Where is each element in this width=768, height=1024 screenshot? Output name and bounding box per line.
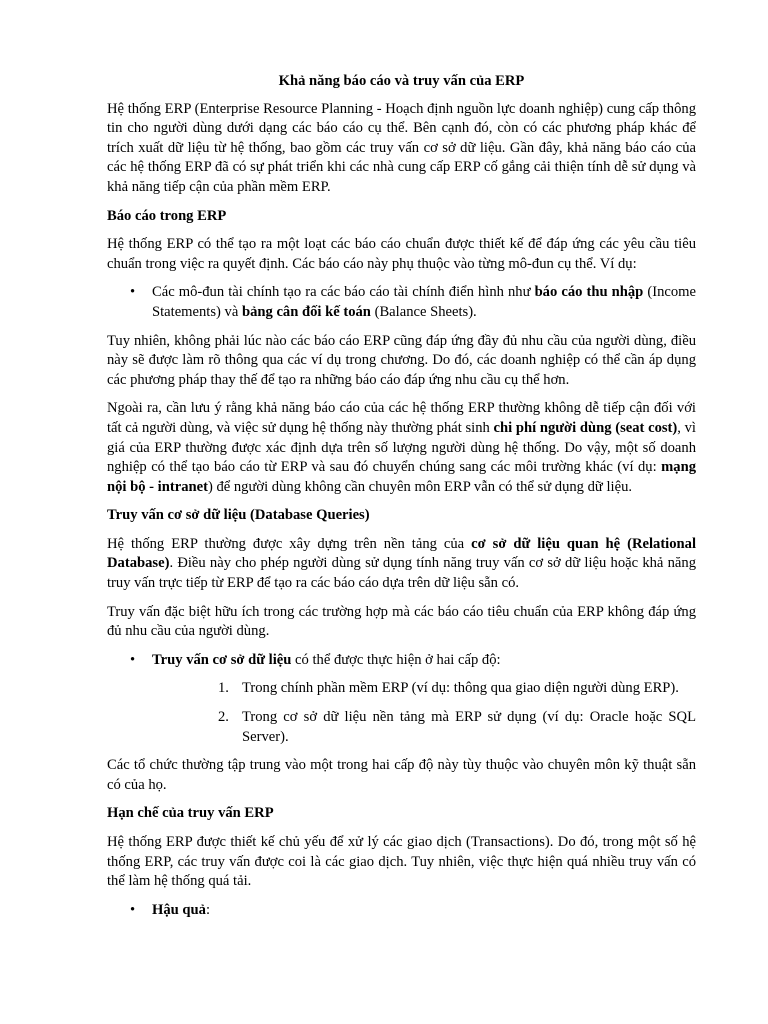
bullet-icon: • bbox=[130, 284, 136, 301]
list-number: 1. bbox=[218, 680, 229, 697]
text-run: Hệ thống ERP thường được xây dựng trên nền tảng của bbox=[107, 535, 472, 552]
section-heading-limitations: Hạn chế của truy vấn ERP bbox=[107, 805, 274, 822]
text-run: (Income Statements) và bbox=[152, 284, 696, 320]
bullet-icon: • bbox=[130, 901, 136, 918]
limitations-bullet-item bbox=[107, 901, 696, 921]
text-run: ) để người dùng không cần chuyên môn ERP vẫn có thể sử dụng dữ liệu. bbox=[207, 478, 633, 495]
list-item bbox=[152, 708, 696, 747]
queries-paragraph-1 bbox=[107, 535, 696, 594]
bold-term-income-statement: báo cáo thu nhập bbox=[534, 284, 644, 301]
queries-bullet-item bbox=[107, 651, 696, 747]
bold-term-intranet: mạng nội bộ - intranet bbox=[107, 459, 696, 495]
limitations-bullet-list bbox=[107, 901, 696, 921]
bullet-icon: • bbox=[130, 651, 136, 668]
list-number: 2. bbox=[218, 709, 229, 726]
reports-bullet-list bbox=[107, 283, 696, 322]
queries-bullet-list bbox=[107, 651, 696, 747]
text-run: Các mô-đun tài chính tạo ra các báo cáo tài chính điển hình như bbox=[152, 284, 535, 301]
limitations-paragraph-1: Hệ thống ERP được thiết kế chủ yếu để xử lý các giao dịch (Transactions). Do đó, trong một số hệ thống ERP, các truy vấn được coi là các giao dịch. Tuy nhiên, việc thực hiện quá nhiều truy vấn có thể làm hệ thống quá tải. bbox=[107, 834, 696, 890]
text-run: : bbox=[205, 901, 211, 918]
list-item-text: Trong chính phần mềm ERP (ví dụ: thông qua giao diện người dùng ERP). bbox=[242, 680, 679, 697]
document-title: Khả năng báo cáo và truy vấn của ERP bbox=[278, 73, 525, 89]
reports-paragraph-1: Hệ thống ERP có thể tạo ra một loạt các báo cáo chuẩn được thiết kế để đáp ứng các yêu cầu tiêu chuẩn trong việc ra quyết định. Các báo cáo này phụ thuộc vào từng mô-đun cụ thể. Ví dụ: bbox=[107, 236, 696, 272]
queries-paragraph-3: Các tổ chức thường tập trung vào một trong hai cấp độ này tùy thuộc vào chuyên môn kỹ thuật sẵn có của họ. bbox=[107, 757, 696, 793]
bold-term-database-queries: Truy vấn cơ sở dữ liệu bbox=[152, 651, 292, 668]
section-heading-reports: Báo cáo trong ERP bbox=[107, 207, 227, 224]
queries-paragraph-2: Truy vấn đặc biệt hữu ích trong các trường hợp mà các báo cáo tiêu chuẩn của ERP không đáp ứng đủ nhu cầu của người dùng. bbox=[107, 603, 696, 640]
list-item bbox=[152, 679, 696, 699]
query-levels-list bbox=[152, 679, 696, 747]
text-run: có thể được thực hiện ở hai cấp độ: bbox=[291, 651, 501, 668]
intro-paragraph: Hệ thống ERP (Enterprise Resource Planning - Hoạch định nguồn lực doanh nghiệp) cung cấp thông tin cho người dùng dưới dạng các báo cáo cụ thể. Bên cạnh đó, còn có các phương pháp khác để trích xuất dữ liệu từ hệ thống, bao gồm các truy vấn cơ sở dữ liệu. Gần đây, khả năng báo cáo của các hệ thống ERP đã có sự phát triển khi các nhà cung cấp ERP cố gắng cải thiện tính dễ sử dụng và khả năng tiếp cận của phần mềm ERP. bbox=[107, 100, 696, 195]
text-run: , vì giá của ERP thường được xác định dựa trên số lượng người dùng hệ thống. Do vậy, một số doanh nghiệp có thể tạo báo cáo từ ERP và sau đó chuyển chúng sang các môi trường khác (ví dụ: bbox=[107, 419, 696, 476]
text-run: Ngoài ra, cần lưu ý rằng khả năng báo cáo của các hệ thống ERP thường không dễ tiếp cận đối với tất cả người dùng, và việc sử dụng hệ thống này thường phát sinh bbox=[107, 400, 696, 436]
bold-term-relational-database: cơ sở dữ liệu quan hệ (Relational Database) bbox=[107, 535, 696, 572]
text-run: . Điều này cho phép người dùng sử dụng tính năng truy vấn cơ sở dữ liệu hoặc khả năng truy vấn trực tiếp từ ERP để tạo ra các báo cáo dựa trên dữ liệu sẵn có. bbox=[107, 555, 696, 592]
list-item-text: Trong cơ sở dữ liệu nền tảng mà ERP sử dụng (ví dụ: Oracle hoặc SQL Server). bbox=[242, 709, 696, 745]
bold-term-consequences: Hậu quả bbox=[152, 901, 206, 918]
reports-paragraph-2: Tuy nhiên, không phải lúc nào các báo cáo ERP cũng đáp ứng đầy đủ nhu cầu của người dùng, điều này sẽ được làm rõ thông qua các ví dụ trong chương. Do đó, các doanh nghiệp có thể cần áp dụng các phương pháp thay thế để tạo ra những báo cáo đáp ứng nhu cầu cụ thể hơn. bbox=[107, 332, 696, 388]
reports-bullet-item bbox=[107, 283, 696, 322]
bold-term-seat-cost: chi phí người dùng (seat cost) bbox=[493, 419, 678, 436]
section-heading-queries: Truy vấn cơ sở dữ liệu (Database Queries) bbox=[107, 507, 370, 524]
reports-paragraph-3 bbox=[107, 399, 696, 497]
text-run: (Balance Sheets). bbox=[370, 303, 477, 320]
bold-term-balance-sheet: bảng cân đối kế toán bbox=[241, 303, 371, 320]
